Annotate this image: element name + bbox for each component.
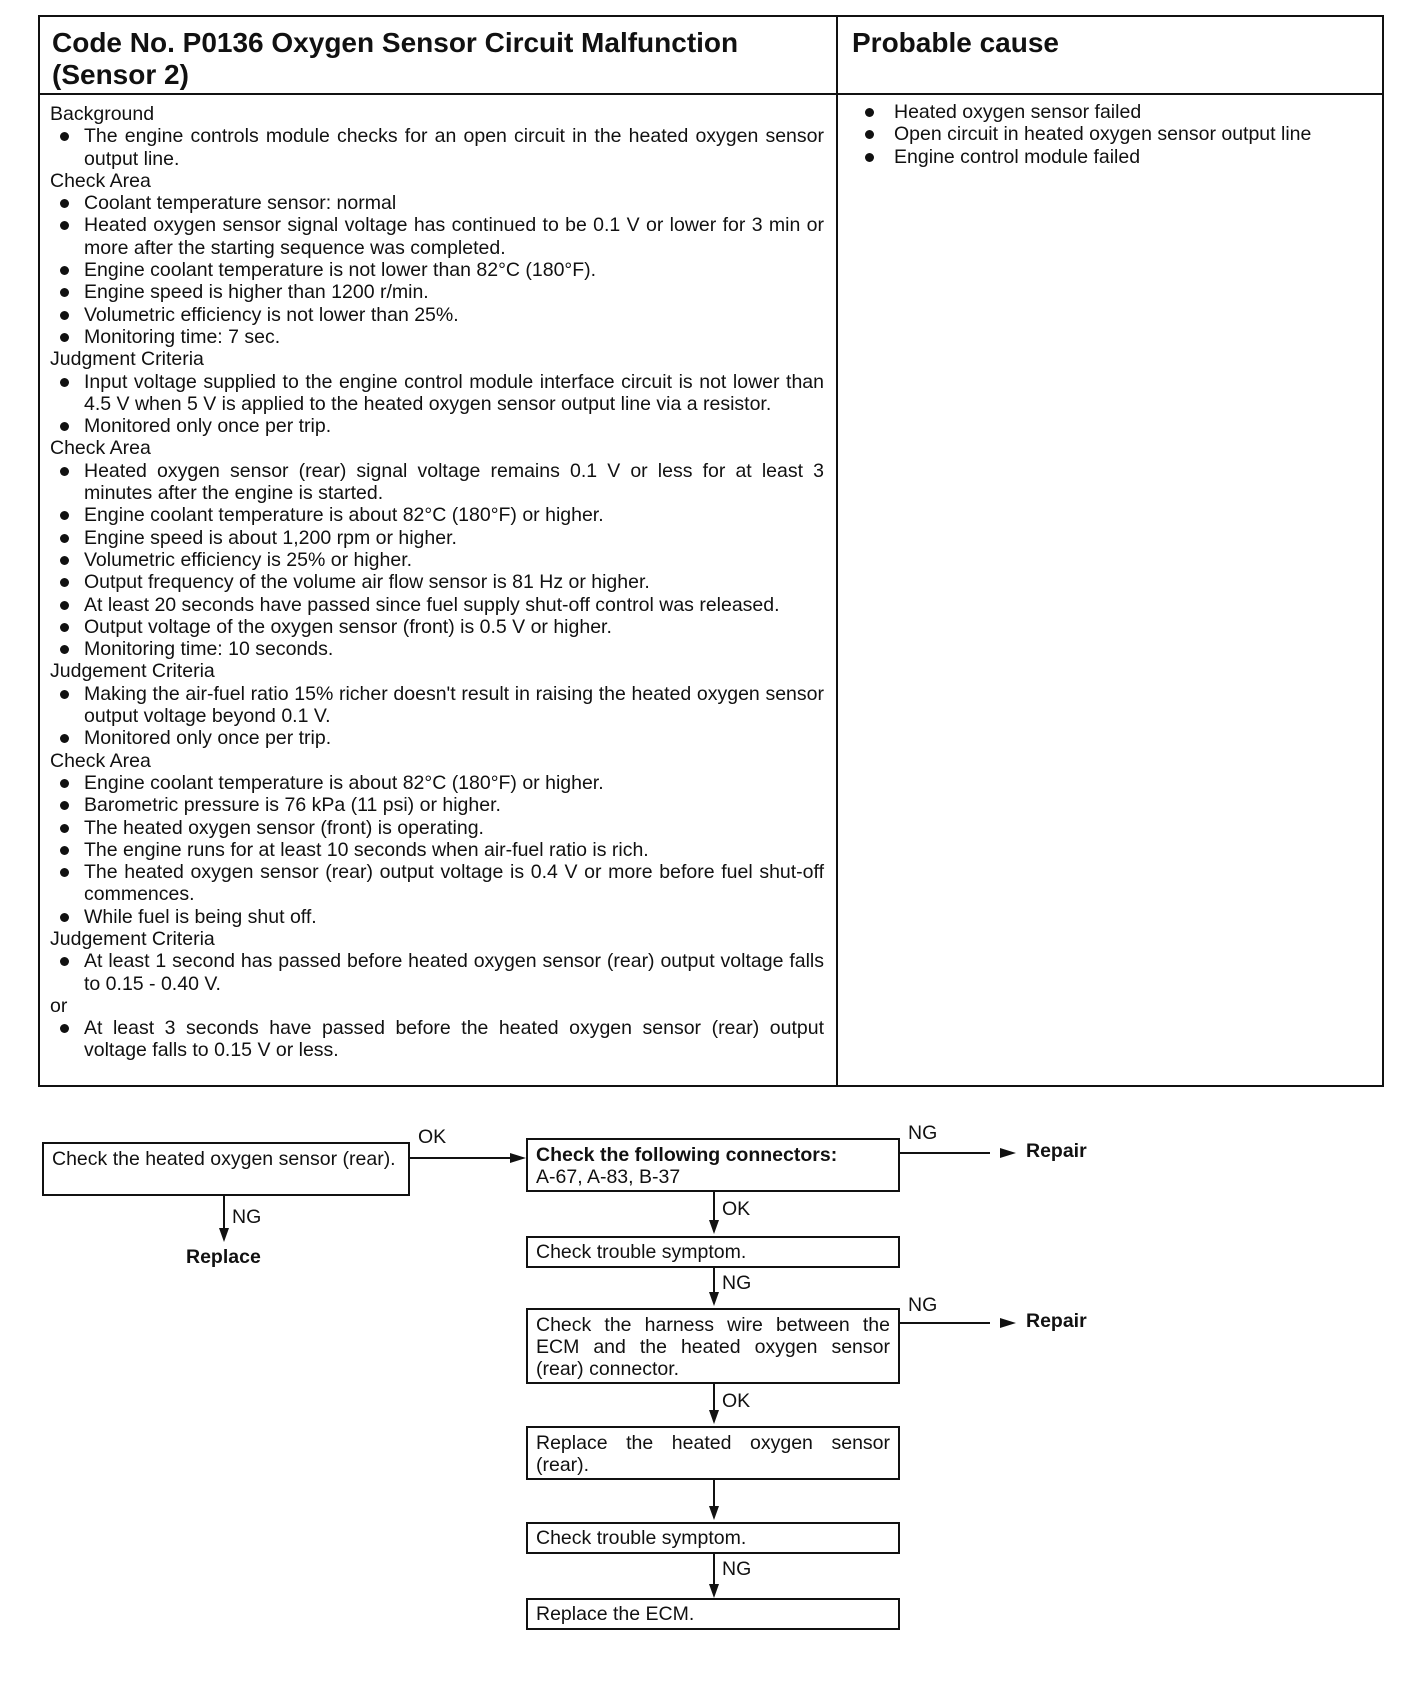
condition-item: Output voltage of the oxygen sensor (front) is 0.5 V or higher. <box>50 616 830 638</box>
arrow-down-icon <box>709 1410 719 1424</box>
check-trouble-symptom-box: Check trouble symptom. <box>526 1236 900 1268</box>
cause-item: Heated oxygen sensor failed <box>850 101 1370 123</box>
ng-connector-line <box>713 1554 715 1586</box>
ng-label: NG <box>908 1122 938 1144</box>
condition-item: Heated oxygen sensor signal voltage has continued to be 0.1 V or lower for 3 min or more after the starting sequence was completed. <box>50 214 830 259</box>
ng-connector-line <box>223 1196 225 1232</box>
code-title: Code No. P0136 Oxygen Sensor Circuit Malfunction (Sensor 2) <box>52 27 739 90</box>
condition-item: At least 20 seconds have passed since fuel supply shut-off control was released. <box>50 594 830 616</box>
section-heading: Check Area <box>50 437 151 460</box>
arrow-right-icon <box>1000 1148 1016 1158</box>
condition-item: Volumetric efficiency is not lower than 25%. <box>50 304 830 326</box>
condition-item: Engine coolant temperature is not lower than 82°C (180°F). <box>50 259 830 281</box>
ng-label: NG <box>722 1272 752 1294</box>
condition-item: Heated oxygen sensor (rear) signal voltage remains 0.1 V or less for at least 3 minutes after the engine is started. <box>50 460 830 505</box>
condition-item: Engine speed is higher than 1200 r/min. <box>50 281 830 303</box>
arrow-down-icon <box>709 1220 719 1234</box>
arrow-down-icon <box>709 1506 719 1520</box>
condition-item: At least 1 second has passed before heated oxygen sensor (rear) output voltage falls to 0.15 - 0.40 V. <box>50 950 830 995</box>
condition-item: The engine runs for at least 10 seconds when air-fuel ratio is rich. <box>50 839 830 861</box>
section-heading: Background <box>50 103 155 125</box>
repair-result: Repair <box>1026 1140 1087 1162</box>
section-heading: Check Area <box>50 169 151 192</box>
check-connectors-box: Check the following connectors: A-67, A-83, B-37 <box>526 1138 900 1192</box>
check-trouble-symptom-box: Check trouble symptom. <box>526 1522 900 1554</box>
section-heading: Judgement Criteria <box>50 660 215 683</box>
ng-label: NG <box>232 1206 262 1228</box>
condition-item: Output frequency of the volume air flow sensor is 81 Hz or higher. <box>50 571 830 593</box>
ng-connector-line <box>900 1322 990 1324</box>
cause-item: Open circuit in heated oxygen sensor output line <box>850 123 1370 145</box>
condition-item: Input voltage supplied to the engine control module interface circuit is not lower than 4.5 V when 5 V is applied to the heated oxygen sensor output line via a resistor. <box>50 371 830 416</box>
ok-connector-line <box>410 1157 520 1159</box>
ng-connector-line <box>713 1268 715 1294</box>
arrow-right-icon <box>1000 1318 1016 1328</box>
ok-connector-line <box>713 1384 715 1412</box>
ng-connector-line <box>900 1152 990 1154</box>
condition-item: The heated oxygen sensor (rear) output voltage is 0.4 V or more before fuel shut-off commences. <box>50 861 830 906</box>
ng-label: NG <box>722 1558 752 1580</box>
condition-item: While fuel is being shut off. <box>50 906 830 928</box>
condition-item: Barometric pressure is 76 kPa (11 psi) or higher. <box>50 794 830 816</box>
section-heading: or <box>50 994 68 1017</box>
cause-item: Engine control module failed <box>850 146 1370 168</box>
section-heading: Check Area <box>50 749 151 772</box>
condition-item: The heated oxygen sensor (front) is operating. <box>50 817 830 839</box>
arrow-down-icon <box>709 1584 719 1598</box>
condition-item: Engine coolant temperature is about 82°C (180°F) or higher. <box>50 772 830 794</box>
check-rear-sensor-box: Check the heated oxygen sensor (rear). <box>42 1142 410 1196</box>
condition-item: Coolant temperature sensor: normal <box>50 192 830 214</box>
condition-item: Monitoring time: 7 sec. <box>50 326 830 348</box>
condition-item: Monitored only once per trip. <box>50 415 830 437</box>
section-heading: Judgement Criteria <box>50 927 215 950</box>
replace-ecm-box: Replace the ECM. <box>526 1598 900 1630</box>
ng-label: NG <box>908 1294 938 1316</box>
condition-item: Making the air-fuel ratio 15% richer doesn't result in raising the heated oxygen sensor output voltage beyond 0.1 V. <box>50 683 830 728</box>
ok-label: OK <box>722 1198 751 1220</box>
repair-result: Repair <box>1026 1310 1087 1332</box>
connector-line <box>713 1480 715 1508</box>
condition-item: The engine controls module checks for an open circuit in the heated oxygen sensor output line. <box>50 125 830 170</box>
check-harness-wire-box: Check the harness wire between the ECM and the heated oxygen sensor (rear) connector. <box>526 1308 900 1384</box>
ok-connector-line <box>713 1192 715 1222</box>
condition-item: Volumetric efficiency is 25% or higher. <box>50 549 830 571</box>
replace-result: Replace <box>186 1246 261 1268</box>
ok-label: OK <box>418 1126 447 1148</box>
condition-item: Engine speed is about 1,200 rpm or higher. <box>50 527 830 549</box>
section-heading: Judgment Criteria <box>50 348 204 371</box>
condition-item: Monitored only once per trip. <box>50 727 830 749</box>
condition-item: Engine coolant temperature is about 82°C (180°F) or higher. <box>50 504 830 526</box>
ok-label: OK <box>722 1390 751 1412</box>
probable-cause-header: Probable cause <box>852 27 1059 58</box>
condition-item: Monitoring time: 10 seconds. <box>50 638 830 660</box>
condition-item: At least 3 seconds have passed before the heated oxygen sensor (rear) output voltage falls to 0.15 V or less. <box>50 1017 830 1062</box>
replace-rear-sensor-box: Replace the heated oxygen sensor (rear). <box>526 1426 900 1480</box>
arrow-down-icon <box>709 1292 719 1306</box>
arrow-right-icon <box>510 1153 526 1163</box>
arrow-down-icon <box>219 1228 229 1242</box>
